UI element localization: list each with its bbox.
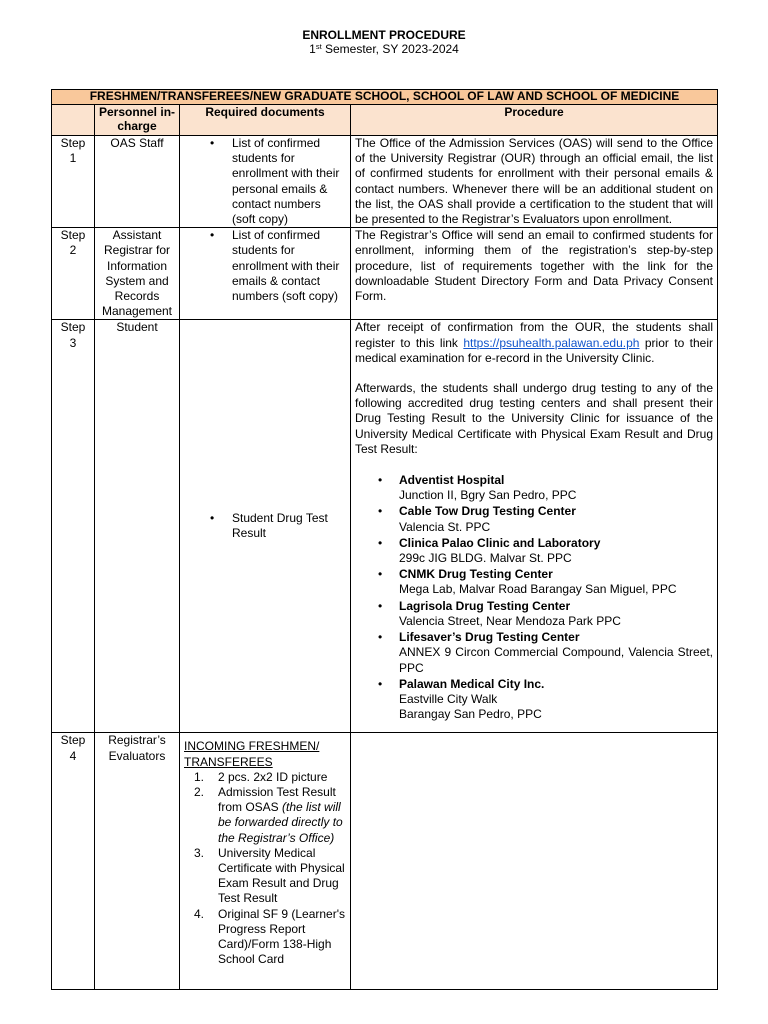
- center-name: • Clinica Palao Clinic and Laboratory: [399, 535, 601, 550]
- item-text: Admission Test Result from OSAS: [218, 785, 336, 815]
- center-name: • Palawan Medical City Inc.: [399, 676, 545, 691]
- procedure-paragraph: Afterwards, the students shall undergo drug testing to any of the following accredited drug testing centers and shall present their Drug Testing Result to the University Clinic for issuance of the University Medical Certificate with Physical Exam Result and Drug Test Result:: [355, 381, 714, 456]
- documents-cell: [180, 733, 351, 990]
- documents-cell: [180, 320, 351, 733]
- step-label: Step 2: [52, 228, 95, 320]
- enrollment-procedure-table: [51, 89, 718, 990]
- center-address: Valencia Street, Near Mendoza Park PPC: [399, 613, 621, 628]
- item-text: Original SF 9 (Learner's Progress Report Card)/Form 138-High School Card: [218, 906, 346, 967]
- procedure-cell: The Office of the Admission Services (OAS) will send to the Office of the University Registrar (OUR) through an official email, the list of confirmed students for enrollment with their personal emails & contact numbers. Whenever there will be an additional student on the list, the OAS shall provide a certification to the student that will be presented to the Registrar’s Evaluators upon enrollment.: [351, 136, 718, 228]
- step-label: Step 1: [52, 136, 95, 228]
- center-name: • Cable Tow Drug Testing Center: [399, 504, 576, 519]
- table-row-step-4: [52, 733, 718, 990]
- center-name: • Lagrisola Drug Testing Center: [399, 598, 571, 613]
- table-row-step-2: [52, 228, 718, 320]
- item-text: 2 pcs. 2x2 ID picture: [218, 769, 328, 784]
- table-band-title: FRESHMEN/TRANSFEREES/NEW GRADUATE SCHOOL, SCHOOL OF LAW AND SCHOOL OF MEDICINE: [52, 90, 718, 105]
- subtitle-number: 1: [309, 42, 316, 56]
- list-item: [355, 599, 713, 629]
- center-address: Eastville City Walk: [399, 691, 498, 706]
- item-number: 3.: [194, 845, 205, 860]
- table-band-row: [52, 90, 718, 105]
- table-row-step-1: [52, 136, 718, 228]
- list-item: [355, 630, 713, 676]
- list-item: [355, 473, 713, 503]
- center-address: ANNEX 9 Circon Commercial Compound, Valencia Street, PPC: [399, 645, 714, 675]
- item-number: 1.: [194, 769, 205, 784]
- center-address: Valencia St. PPC: [399, 519, 491, 534]
- list-item: [184, 846, 346, 907]
- center-address-line-2: Barangay San Pedro, PPC: [399, 707, 542, 722]
- document-item: • List of confirmed students for enrollment with their emails & contact numbers (soft copy): [184, 228, 346, 304]
- documents-cell: [180, 228, 351, 320]
- list-item: [355, 504, 713, 534]
- list-item: [184, 785, 346, 846]
- subtitle-text: Semester, SY 2023-2024: [321, 42, 459, 56]
- personnel-cell: Assistant Registrar for Information System and Records Management: [95, 228, 180, 320]
- column-header-step: [52, 105, 95, 136]
- document-item: • Student Drug Test Result: [184, 511, 346, 541]
- center-name: • Lifesaver’s Drug Testing Center: [399, 630, 580, 645]
- list-item: [355, 677, 713, 723]
- documents-list: [184, 770, 346, 968]
- center-name: • CNMK Drug Testing Center: [399, 567, 553, 582]
- procedure-cell: [351, 733, 718, 990]
- procedure-cell: [351, 320, 718, 733]
- item-number: 4.: [194, 906, 205, 921]
- column-header-procedure: Procedure: [351, 105, 718, 136]
- registration-link[interactable]: https://psuhealth.palawan.edu.ph: [463, 335, 640, 350]
- center-address: 299c JIG BLDG. Malvar St. PPC: [399, 551, 572, 566]
- list-item: [355, 536, 713, 566]
- item-number: 2.: [194, 785, 205, 800]
- personnel-cell: Student: [95, 320, 180, 733]
- procedure-paragraph: [355, 320, 713, 366]
- list-item: [184, 907, 346, 968]
- document-subtitle: [0, 42, 768, 56]
- center-name: • Adventist Hospital: [399, 473, 505, 488]
- procedure-cell: The Registrar’s Office will send an email to confirmed students for enrollment, informing them of the registration’s step-by-step procedure, list of requirements together with the link for the downloadable Student Directory Form and Data Privacy Consent Form.: [351, 228, 718, 320]
- documents-cell: [180, 136, 351, 228]
- item-text: University Medical Certificate with Physical Exam Result and Drug Test Result: [218, 845, 345, 906]
- center-address: Junction II, Bgry San Pedro, PPC: [399, 488, 577, 503]
- document-title: ENROLLMENT PROCEDURE: [302, 28, 466, 42]
- documents-heading: INCOMING FRESHMEN/ TRANSFEREES: [184, 739, 320, 769]
- table-header-row: [52, 105, 718, 136]
- column-header-personnel: Personnel in-charge: [95, 105, 180, 136]
- document-item: • List of confirmed students for enrollment with their personal emails & contact numbers (soft copy): [184, 136, 346, 227]
- list-item: [355, 567, 713, 597]
- subtitle-ordinal: st: [315, 42, 322, 51]
- personnel-cell: Registrar’s Evaluators: [95, 733, 180, 990]
- step-label: Step 4: [52, 733, 95, 990]
- table-row-step-3: [52, 320, 718, 733]
- column-header-documents: Required documents: [180, 105, 351, 136]
- procedure-text: After receipt of confirmation from the OUR, the students shall register to this link: [355, 320, 714, 350]
- step-label: Step 3: [52, 320, 95, 733]
- center-address: Mega Lab, Malvar Road Barangay San Miguel, PPC: [399, 582, 677, 597]
- testing-centers-list: [355, 473, 713, 722]
- procedure-text: prior to their medical examination for e-record in the University Clinic.: [355, 335, 714, 365]
- list-item: [184, 770, 346, 785]
- item-note: (the list will be forwarded directly to the Registrar’s Office): [218, 800, 343, 845]
- document-header: [0, 28, 768, 56]
- personnel-cell: OAS Staff: [95, 136, 180, 228]
